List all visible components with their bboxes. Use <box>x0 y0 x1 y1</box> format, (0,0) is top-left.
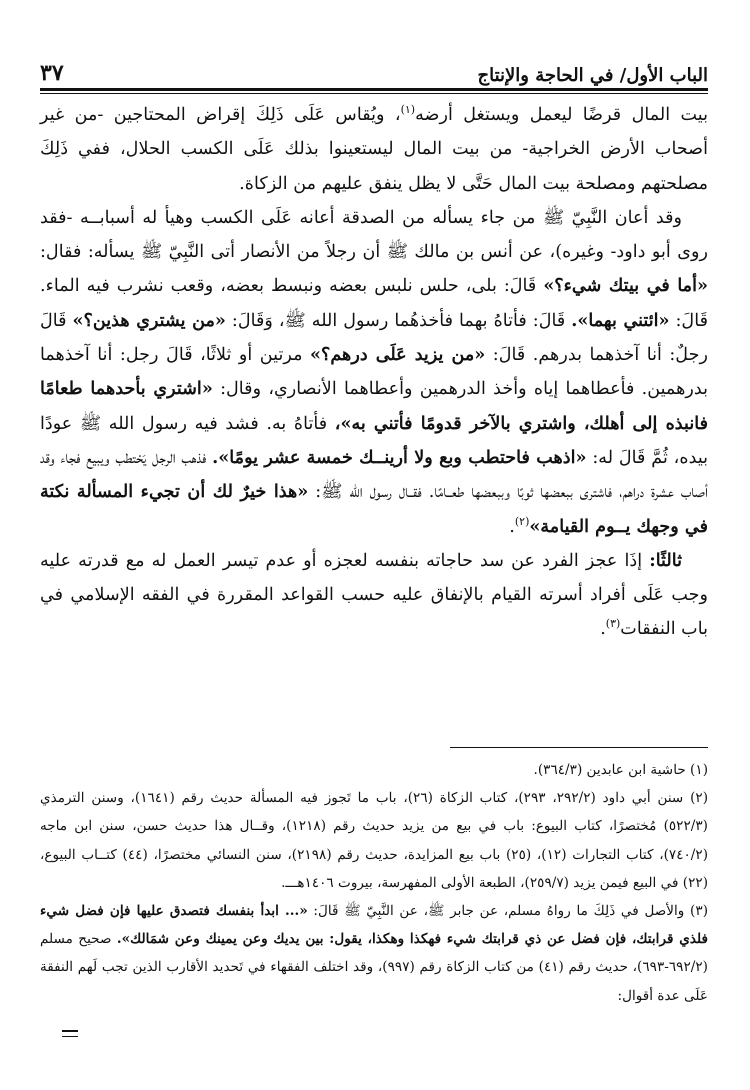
text-run: قَالَ رجلٌ: أنا آخذهما بدرهم. قَالَ: <box>40 310 709 366</box>
hadith-quote: «... ابدأ بنفسك فتصدق عليها فإن فضل شيء فلذي قرابتك، فإن فضل عن ذي قرابتك شيء فهكذا وهكذا، يقول: بين يديك وعن يمينك وعن شمَالك». <box>40 903 708 948</box>
text-run: وقد أعان النَّبِيّ ﷺ من جاء يسأله من الصدقة أعانه عَلَى الكسب وهيأ له أسبابــه -فقد روى أبو داود- وغيره)، عن أنس بن مالك ﷺ أن رجلاً من الأنصار أتى النَّبِيّ ﷺ يسأله: فقال: <box>40 207 708 263</box>
paragraph-1 <box>40 98 708 201</box>
hadith-quote: «أما في بيتك شيء؟» <box>543 275 708 297</box>
footnote-ref-3: (٣) <box>605 617 621 631</box>
hadith-quote: «من يزيد عَلَى درهم؟» <box>310 344 486 366</box>
section-label: ثالثًا: <box>649 549 682 571</box>
text-run: ، ويُقاس عَلَى ذَلِكَ إقراض المحتاجين -من غير أصحاب الأرض الخراجية- من بيت المال ليستعينوا بذلك عَلَى الكسب الحلال، ففي ذَلِكَ مصلحتهم ومصلحة بيت المال حَتَّى لا يظل ينفق عليهم من الزكاة. <box>40 105 708 194</box>
paragraph-2 <box>40 201 708 544</box>
footnote-1: (١) حاشية ابن عابدين (٣٦٤/٣). <box>533 762 708 778</box>
hadith-quote: «هذا خيرٌ لك أن تجيء المسألة نكتة في وجهك يــوم القيامة» <box>40 481 708 537</box>
footnote-2: (٢) سنن أبي داود (٢٩٢/٢، ٢٩٣)، كتاب الزكاة (٢٦)، باب ما تَجوز فيه المسألة حديث رقم (١٦٤١)، وسنن الترمذي (٥٢٢/٣) مُختصرًا، كتاب البيوع: باب في بيع من يزيد حديث رقم (١٢١٨)، وقــال هذا حديث حسن، سنن ابن ماجه (٧٤٠/٢)، كتاب التجارات (١٢)، (٢٥) باب بيع المزايدة، حديث رقم (٢١٩٨)، سنن النسائي مختصرًا، (٤٤) كتــاب البيوع، (٢٢) في البيع فيمن يزيد (٢٥٩/٧)، الطبعة الأولى المفهرسة، بيروت ١٤٠٦هـــ. <box>40 790 709 891</box>
running-title: الباب الأول/ في الحاجة والإنتاج <box>477 65 708 86</box>
continuation-mark <box>62 1030 78 1041</box>
text-run: قَالَ: فأتاهُ بهما فأخذهُما رسول الله ﷺ، وَقَالَ: <box>231 310 566 331</box>
main-text <box>40 98 708 647</box>
text-run: إذَا عجز الفرد عن سد حاجاته بنفسه لعجزه أو عدم تيسر العمل له مع قدرته عليه وجب عَلَى أفراد أسرته القيام بالإنفاق عليه حسب القواعد المقررة في الفقه الإسلامي في باب النفقات <box>40 550 708 640</box>
text-run: فذهب الرجل يَحْتطب ويبيع فجاء وقد أصاب عشرة دراهم، فاشترى ببعضها ثوبًا وببعضها طعــامًا. فقــال رسول الله ﷺ: <box>40 447 708 503</box>
footnote-ref-1: (١) <box>400 103 416 117</box>
footnote-3 <box>40 897 708 1010</box>
header-rule-thick <box>40 88 708 91</box>
paragraph-3 <box>40 544 708 647</box>
text-run: بيت المال قرضًا ليعمل ويستغل أرضه <box>415 105 708 125</box>
text-run: صحيح مسلم (٦٩٢/٢-٦٩٣)، حديث رقم (٤١) من كتاب الزكاة رقم (٩٩٧)، وقد اختلف الفقهاء في تَحديد الأقارب الذين تجب لَهم النفقة عَلَى عدة أقوال: <box>40 931 708 1004</box>
hadith-quote: «ائتني بهما». <box>571 309 670 331</box>
page-header <box>40 56 708 86</box>
hadith-quote: «اذهب فاحتطب وبع ولا أرينــك خمسة عشر يومًا». <box>212 446 587 468</box>
header-rule-thin <box>40 93 708 94</box>
hadith-quote: «من يشتري هذين؟» <box>72 309 226 331</box>
text-run: . <box>509 516 515 537</box>
hadith-quote: «اشتري بأحدهما طعامًا فانبذه إلى أهلك، واشتري بالآخر قدومًا فأتني به»، <box>40 378 708 434</box>
footnotes <box>40 756 708 1010</box>
text-run: قَالَ: بلى، حلس نلبس بعضه ونبسط بعضه، وقعب نشرب فيه الماء. قَالَ: <box>40 276 708 331</box>
text-run: فأتاهُ به. فشد فيه رسول الله ﷺ عودًا بيده، ثُمَّ قَالَ له: <box>40 413 709 468</box>
footnote-ref-2: (٢) <box>514 514 530 528</box>
footnote-separator <box>450 747 708 748</box>
text-run: . <box>600 619 606 640</box>
page-number: ٣٧ <box>40 60 64 86</box>
text-run: (٣) والأصل في ذَلِكَ ما رواهُ مسلم، عن جابر ﷺ، عن النَّبِيّ ﷺ قَالَ: <box>313 903 708 920</box>
text-run: مرتين أو ثلاثًا، قَالَ رجل: أنا آخذهما بدرهمين. فأعطاهما إياه وأخذ الدرهمين وأعطاهما الأنصاري، وقال: <box>40 345 709 400</box>
